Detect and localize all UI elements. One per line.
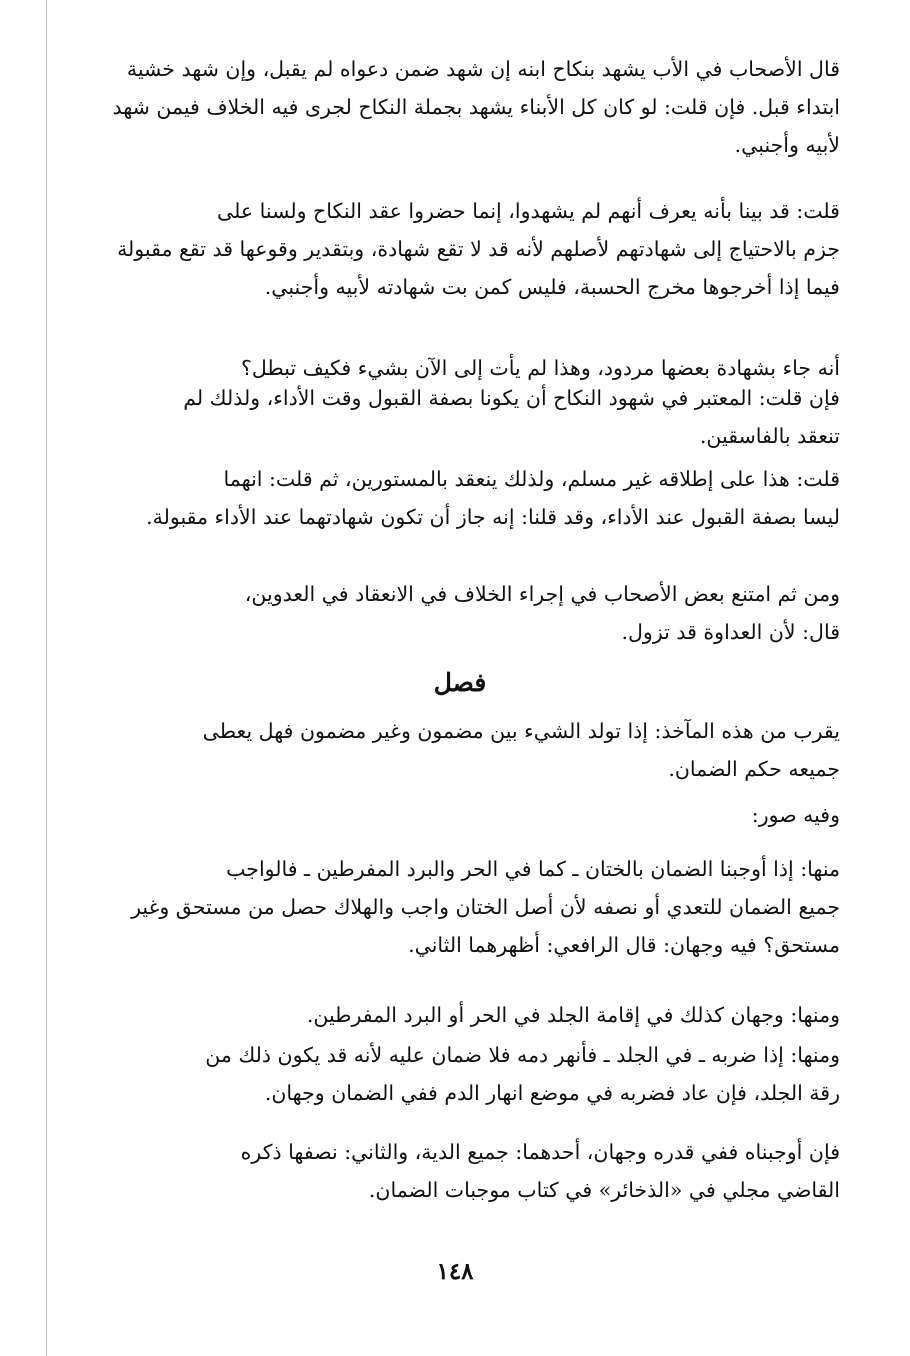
text-line: فإن قلت: المعتبر في شهود النكاح أن يكونا بصفة القبول وقت الأداء، ولذلك لم: [183, 386, 840, 410]
text-line: ومنها: إذا ضربه ـ في الجلد ـ فأنهر دمه فلا ضمان عليه لأنه قد يكون ذلك من: [205, 1043, 840, 1067]
paragraph-11: [80, 1036, 840, 1112]
text-line: يقرب من هذه المآخذ: إذا تولد الشيء بين مضمون وغير مضمون فهل يعطى: [202, 719, 840, 743]
text-line: القاضي مجلي في «الذخائر» في كتاب موجبات الضمان.: [368, 1178, 840, 1202]
paragraph-4: [80, 379, 840, 455]
paragraph-5: [80, 460, 840, 536]
text-line: جزم بالاحتياج إلى شهادتهم لأصلهم لأنه قد لا تقع شهادة، وبتقدير وقوعها قد تقع مقبولة: [117, 237, 840, 261]
text-line: ليسا بصفة القبول عند الأداء، وقد قلنا: إنه جاز أن تكون شهادتهما عند الأداء مقبولة.: [146, 505, 840, 529]
text-line: فإن أوجبناه ففي قدره وجهان، أحدهما: جميع الدية، والثاني: نصفها ذكره: [240, 1140, 840, 1164]
text-line: لأبيه وأجنبي.: [734, 133, 840, 157]
paragraph-12: [80, 1133, 840, 1209]
text-line: مستحق؟ فيه وجهان: قال الرافعي: أظهرهما الثاني.: [408, 933, 840, 957]
text-line: قلت: قد بينا بأنه يعرف أنهم لم يشهدوا، إنما حضروا عقد النكاح ولسنا على: [217, 199, 840, 223]
text-line: وفيه صور:: [751, 803, 840, 827]
paragraph-9: [80, 850, 840, 964]
page-edge-line: [46, 0, 47, 1356]
text-line: رقة الجلد، فإن عاد فضربه في موضع انهار الدم ففي الضمان وجهان.: [264, 1081, 840, 1105]
section-heading: فصل: [433, 668, 487, 697]
text-line: ومنها: وجهان كذلك في إقامة الجلد في الحر أو البرد المفرطين.: [306, 1003, 840, 1027]
text-line: قال الأصحاب في الأب يشهد بنكاح ابنه إن شهد ضمن دعواه لم يقبل، وإن شهد خشية: [126, 57, 840, 81]
paragraph-2: [80, 192, 840, 306]
text-line: قال: لأن العداوة قد تزول.: [621, 620, 840, 644]
text-line: أنه جاء بشهادة بعضها مردود، وهذا لم يأت إلى الآن بشيء فكيف تبطل؟: [241, 356, 840, 380]
paragraph-1: [80, 50, 840, 164]
paragraph-10: [80, 996, 840, 1034]
text-line: فيما إذا أخرجوها مخرج الحسبة، فليس كمن بت شهادته لأبيه وأجنبي.: [264, 275, 840, 299]
text-line: جميع الضمان للتعدي أو نصفه لأن أصل الختان واجب والهلاك حصل من مستحق وغير: [131, 895, 840, 919]
text-line: ومن ثم امتنع بعض الأصحاب في إجراء الخلاف في الانعقاد في العدوين،: [244, 582, 840, 606]
text-line: منها: إذا أوجبنا الضمان بالختان ـ كما في الحر والبرد المفرطين ـ فالواجب: [226, 857, 840, 881]
page-number: ١٤٨: [436, 1258, 474, 1285]
paragraph-6: [80, 575, 840, 651]
paragraph-7: [80, 712, 840, 788]
text-line: تنعقد بالفاسقين.: [699, 424, 840, 448]
text-line: قلت: هذا على إطلاقه غير مسلم، ولذلك ينعقد بالمستورين، ثم قلت: انهما: [223, 467, 840, 491]
text-line: ابتداء قبل. فإن قلت: لو كان كل الأبناء يشهد بجملة النكاح لجرى فيه الخلاف فيمن شهد: [112, 95, 840, 119]
paragraph-8: [80, 796, 840, 834]
text-line: جميعه حكم الضمان.: [668, 757, 840, 781]
